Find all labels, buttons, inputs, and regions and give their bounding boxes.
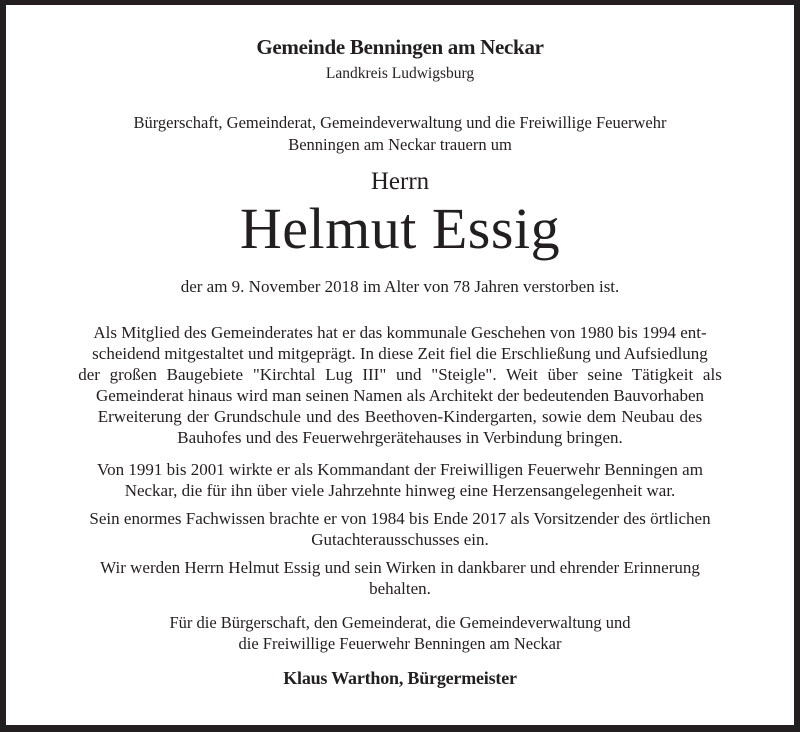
paragraph-line: Sein enormes Fachwissen brachte er von 1984 bis Ende 2017 als Vorsitzender des örtlichen [89,509,711,528]
paragraph-line: Bauhofes und des Feuerwehrgerätehauses in Verbindung bringen. [177,428,623,447]
paragraph-line: Wir werden Herrn Helmut Essig und sein Wirken in dankbarer und ehrender Erinnerung [100,558,700,577]
paragraph-line: Gemeinderat hinaus wird man seinen Namen als Architekt der bedeutenden Bauvorhaben [95,386,704,405]
deceased-name: Helmut Essig [239,196,561,261]
paragraph-line: Von 1991 bis 2001 wirkte er als Kommandant der Freiwilligen Feuerwehr Benningen am [97,460,703,479]
body-paragraph-council [30,322,770,448]
closing-statement [6,612,794,654]
salutation: Herrn [370,168,430,195]
body-paragraph-fire-brigade [30,459,770,501]
closing-line-2: die Freiwillige Feuerwehr Benningen am Neckar [238,634,562,653]
paragraph-line: Neckar, die für ihn über viele Jahrzehnte hinweg eine Herzensangelegenheit war. [124,481,676,500]
mourners-line-2: Benningen am Neckar trauern um [288,135,512,154]
paragraph-line: Gutachterausschusses ein. [311,530,489,549]
mourners-statement [6,112,794,156]
district-subtitle: Landkreis Ludwigsburg [325,65,475,82]
paragraph-line: behalten. [369,579,431,598]
municipality-title: Gemeinde Benningen am Neckar [256,35,544,59]
closing-line-1: Für die Bürgerschaft, den Gemeinderat, die Gemeindeverwaltung und [169,613,631,632]
body-paragraph-committee [30,508,770,550]
paragraph-line: scheidend mitgestaltet und mitgeprägt. In diese Zeit fiel die Erschließung und Aufsiedlung [92,344,708,363]
paragraph-line: der großen Baugebiete "Kirchtal Lug III" und "Steigle". Weit über seine Tätigkeit als [78,365,722,384]
paragraph-line: Als Mitglied des Gemeinderates hat er das kommunale Geschehen von 1980 bis 1994 ent- [93,323,707,342]
signature: Klaus Warthon, Bürgermeister [283,668,517,688]
mourners-line-1: Bürgerschaft, Gemeinderat, Gemeindeverwaltung und die Freiwillige Feuerwehr [133,113,667,132]
body-paragraph-remembrance [30,557,770,599]
death-date-line: der am 9. November 2018 im Alter von 78 Jahren verstorben ist. [180,277,620,296]
paragraph-line: Erweiterung der Grundschule und des Beethoven-Kindergarten, sowie dem Neubau des [97,407,703,426]
